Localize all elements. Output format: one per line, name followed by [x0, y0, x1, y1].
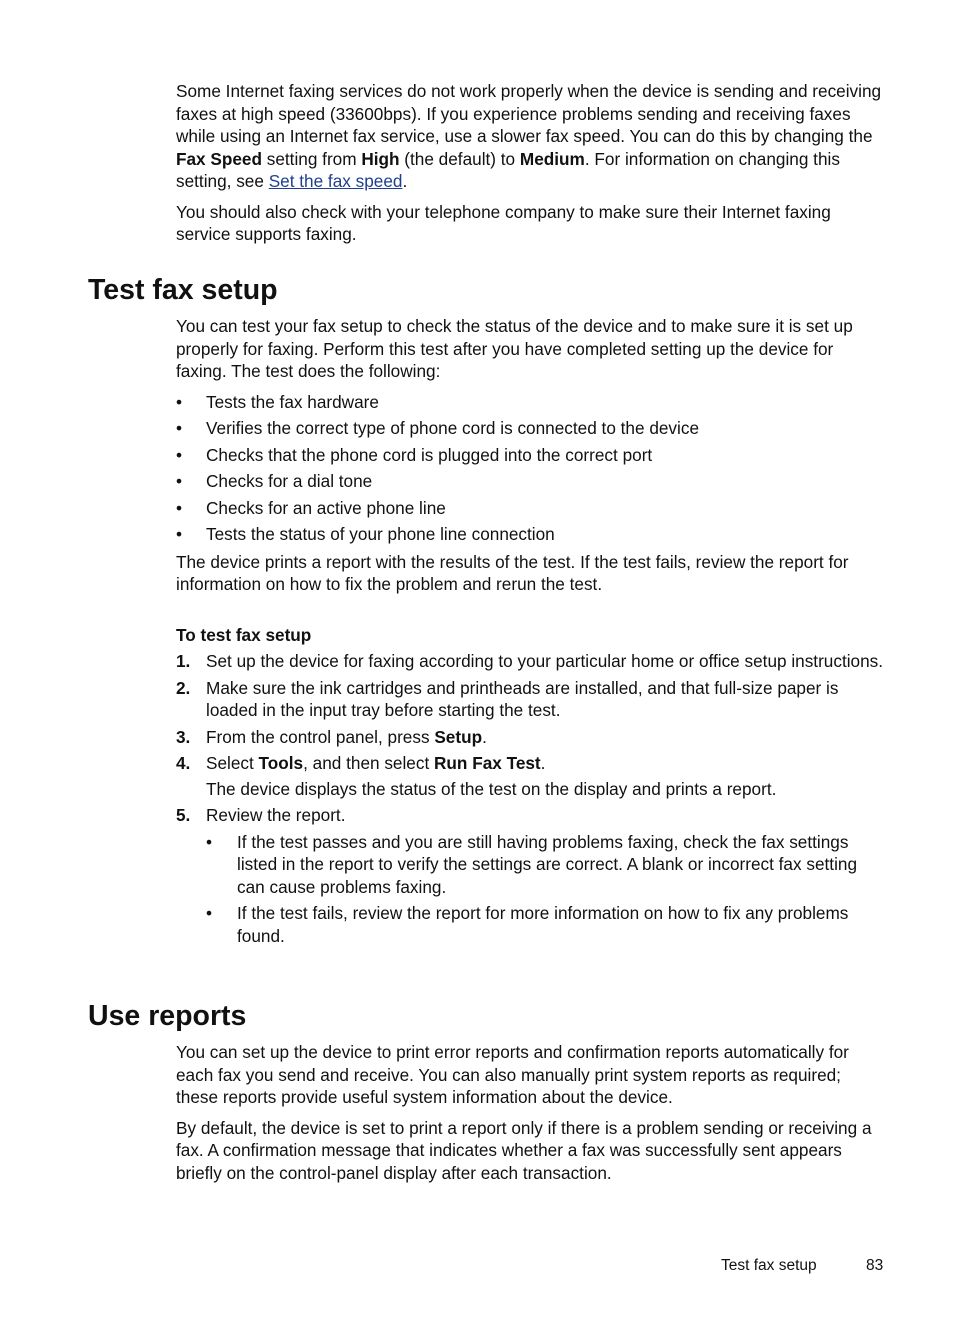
run-fax-test-term: Run Fax Test [434, 753, 541, 773]
step-number: 1. [176, 651, 191, 671]
list-item-text: Checks that the phone cord is plugged into the correct port [206, 444, 653, 465]
step-text-mid: , and then select [303, 753, 435, 773]
bullet-marker: • [176, 391, 183, 412]
report-result-paragraph: The device prints a report with the results of the test. If the test fails, review the report for information on how to fix the problem and rerun the test. [176, 551, 849, 594]
bullet-marker: • [176, 497, 183, 518]
list-item [206, 902, 886, 947]
use-reports-section [176, 1041, 886, 1184]
test-fax-setup-heading: Test fax setup [88, 274, 278, 306]
list-item-text: Verifies the correct type of phone cord is connected to the device [206, 418, 699, 438]
intro-text-5: . [402, 171, 408, 191]
medium-term: Medium [519, 148, 585, 169]
list-item [176, 523, 886, 546]
step-1 [176, 650, 886, 673]
list-item [206, 831, 886, 899]
step-5 [176, 804, 886, 947]
bullet-marker: • [176, 471, 183, 491]
step-number: 4. [176, 753, 191, 773]
bullet-marker: • [176, 418, 183, 438]
intro-section [176, 80, 886, 246]
test-fax-setup-section [176, 315, 886, 951]
page-number: 83 [866, 1257, 884, 1274]
list-item [176, 470, 886, 493]
high-term: High [361, 148, 400, 169]
step-2 [176, 677, 886, 722]
intro-paragraph-2: You should also check with your telephone company to make sure their Internet faxing service supports faxing. [176, 201, 831, 244]
use-reports-paragraph-1: You can set up the device to print error reports and confirmation reports automatically for each fax you send and receive. You can also manually print system reports as required; these reports provide useful system information about the device. [176, 1042, 849, 1107]
list-item-text: Tests the status of your phone line connection [206, 524, 555, 544]
use-reports-paragraph-2: By default, the device is set to print a report only if there is a problem sending or receiving a fax. A confirmation message that indicates whether a fax was successfully sent appears briefly on the control-panel display after each transaction. [176, 1117, 872, 1183]
step-number: 3. [176, 726, 191, 747]
footer-section-name: Test fax setup [721, 1257, 817, 1274]
step-number: 2. [176, 677, 191, 698]
step-text: Set up the device for faxing according to your particular home or office setup instructions. [206, 651, 884, 671]
list-item-text: Checks for a dial tone [206, 471, 373, 491]
list-item [176, 391, 886, 414]
intro-text-1: Some Internet faxing services do not work properly when the device is sending and receiving faxes at high speed (33600bps). If you experience problems sending and receiving faxes while using an Internet fax service, use a slower fax speed. You can do this by changing the [176, 81, 882, 146]
bullet-marker: • [206, 831, 213, 852]
list-item [176, 417, 886, 440]
tools-term: Tools [258, 753, 304, 773]
step-number: 5. [176, 805, 191, 825]
step-4 [176, 752, 886, 800]
list-item-text: If the test fails, review the report for more information on how to fix any problems found. [237, 903, 849, 946]
fax-speed-term: Fax Speed [176, 148, 262, 169]
intro-text-4: . For information on changing this setting, see [176, 148, 840, 191]
step-text-end: . [482, 726, 487, 747]
use-reports-heading: Use reports [88, 1000, 247, 1032]
bullet-marker: • [176, 524, 183, 544]
test-checks-list [176, 391, 886, 546]
step-text: Review the report. [206, 805, 346, 825]
step-text: Make sure the ink cartridges and printheads are installed, and that full-size paper is loaded in the input tray before starting the test. [206, 677, 839, 720]
step-text: From the control panel, press [206, 726, 435, 747]
set-fax-speed-link[interactable]: Set the fax speed [268, 171, 403, 191]
procedure-steps [176, 650, 886, 947]
list-item-text: If the test passes and you are still having problems faxing, check the fax settings listed in the report to verify the settings are correct. A blank or incorrect fax setting can cause problems faxing. [237, 831, 857, 897]
step-text-end: . [540, 753, 546, 773]
list-item [176, 497, 886, 520]
procedure-title: To test fax setup [176, 624, 312, 645]
bullet-marker: • [206, 903, 213, 923]
step-text: Select [206, 753, 259, 773]
list-item-text: Tests the fax hardware [206, 391, 379, 412]
review-outcomes-list [206, 831, 886, 948]
test-fax-intro-paragraph: You can test your fax setup to check the status of the device and to make sure it is set up properly for faxing. Perform this test after you have completed setting up the device for faxing. The test does the following: [176, 316, 853, 381]
list-item [176, 444, 886, 467]
setup-term: Setup [434, 726, 483, 747]
step-3 [176, 726, 886, 749]
intro-text-2: setting from [261, 148, 362, 169]
list-item-text: Checks for an active phone line [206, 497, 446, 518]
intro-text-3: (the default) to [399, 148, 520, 169]
intro-paragraph-1 [176, 80, 886, 193]
bullet-marker: • [176, 444, 183, 465]
step-note: The device displays the status of the test on the display and prints a report. [206, 778, 777, 799]
